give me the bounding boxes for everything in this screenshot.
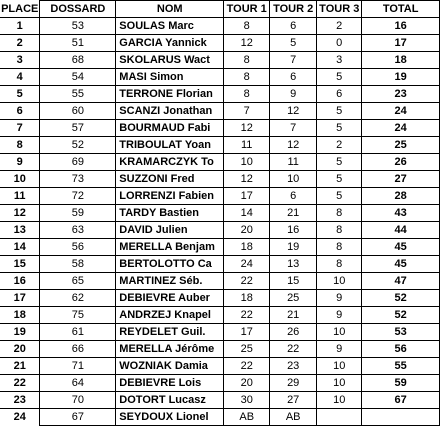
- cell-tour-3: 10: [317, 273, 362, 290]
- cell-nom: LORRENZI Fabien: [116, 188, 224, 205]
- table-row: [0, 358, 440, 375]
- cell-total: 28: [362, 188, 440, 205]
- cell-place: 21: [0, 358, 40, 375]
- cell-tour-1: 10: [224, 154, 270, 171]
- cell-dossard: 71: [40, 358, 116, 375]
- cell-tour-1: 18: [224, 290, 270, 307]
- cell-nom: KRAMARCZYK To: [116, 154, 224, 171]
- cell-dossard: 67: [40, 409, 116, 426]
- cell-tour-2: 7: [270, 120, 317, 137]
- cell-tour-2: 6: [270, 69, 317, 86]
- cell-tour-3: 5: [317, 103, 362, 120]
- cell-nom: TRIBOULAT Yoan: [116, 137, 224, 154]
- cell-place: 16: [0, 273, 40, 290]
- cell-tour-3: 10: [317, 392, 362, 409]
- header-dossard: DOSSARD: [40, 1, 116, 18]
- cell-total: 45: [362, 256, 440, 273]
- cell-place: 19: [0, 324, 40, 341]
- cell-nom: DEBIEVRE Auber: [116, 290, 224, 307]
- cell-nom: TERRONE Florian: [116, 86, 224, 103]
- header-tour-1: TOUR 1: [224, 1, 270, 18]
- cell-total: 47: [362, 273, 440, 290]
- cell-place: 10: [0, 171, 40, 188]
- table-row: [0, 171, 440, 188]
- cell-total: 24: [362, 120, 440, 137]
- cell-total: 45: [362, 239, 440, 256]
- cell-tour-1: 20: [224, 222, 270, 239]
- cell-nom: BOURMAUD Fabi: [116, 120, 224, 137]
- cell-place: 18: [0, 307, 40, 324]
- cell-dossard: 59: [40, 205, 116, 222]
- cell-tour-2: 12: [270, 103, 317, 120]
- table-row: [0, 103, 440, 120]
- table-row: [0, 392, 440, 409]
- cell-dossard: 58: [40, 256, 116, 273]
- cell-total: 26: [362, 154, 440, 171]
- cell-nom: SCANZI Jonathan: [116, 103, 224, 120]
- cell-tour-1: 8: [224, 52, 270, 69]
- cell-dossard: 60: [40, 103, 116, 120]
- cell-place: 2: [0, 35, 40, 52]
- cell-tour-2: 11: [270, 154, 317, 171]
- cell-tour-2: 26: [270, 324, 317, 341]
- cell-tour-1: AB: [224, 409, 270, 426]
- table-row: [0, 273, 440, 290]
- cell-dossard: 66: [40, 341, 116, 358]
- cell-place: 12: [0, 205, 40, 222]
- cell-tour-2: 7: [270, 52, 317, 69]
- cell-dossard: 55: [40, 86, 116, 103]
- cell-tour-2: 6: [270, 18, 317, 35]
- cell-total: 52: [362, 307, 440, 324]
- cell-total: 24: [362, 103, 440, 120]
- header-nom: NOM: [116, 1, 224, 18]
- cell-tour-1: 17: [224, 188, 270, 205]
- table-row: [0, 154, 440, 171]
- cell-nom: DAVID Julien: [116, 222, 224, 239]
- cell-nom: TARDY Bastien: [116, 205, 224, 222]
- cell-tour-1: 22: [224, 307, 270, 324]
- table-row: [0, 120, 440, 137]
- cell-place: 17: [0, 290, 40, 307]
- cell-dossard: 75: [40, 307, 116, 324]
- table-row: [0, 375, 440, 392]
- cell-place: 20: [0, 341, 40, 358]
- cell-place: 14: [0, 239, 40, 256]
- cell-nom: DEBIEVRE Lois: [116, 375, 224, 392]
- cell-total: 44: [362, 222, 440, 239]
- cell-total: 19: [362, 69, 440, 86]
- table-row: [0, 290, 440, 307]
- cell-tour-1: 20: [224, 375, 270, 392]
- cell-tour-3: 0: [317, 35, 362, 52]
- cell-total: 59: [362, 375, 440, 392]
- cell-tour-1: 11: [224, 137, 270, 154]
- cell-tour-2: 9: [270, 86, 317, 103]
- cell-nom: DOTORT Lucasz: [116, 392, 224, 409]
- cell-dossard: 57: [40, 120, 116, 137]
- cell-place: 24: [0, 409, 40, 426]
- header-place: PLACE: [0, 1, 40, 18]
- cell-tour-2: 5: [270, 35, 317, 52]
- cell-dossard: 72: [40, 188, 116, 205]
- cell-place: 4: [0, 69, 40, 86]
- cell-dossard: 64: [40, 375, 116, 392]
- cell-total: 25: [362, 137, 440, 154]
- cell-tour-1: 8: [224, 86, 270, 103]
- cell-nom: BERTOLOTTO Ca: [116, 256, 224, 273]
- cell-total: 18: [362, 52, 440, 69]
- cell-nom: SOULAS Marc: [116, 18, 224, 35]
- cell-nom: ANDRZEJ Knapel: [116, 307, 224, 324]
- cell-total: 43: [362, 205, 440, 222]
- table-row: [0, 188, 440, 205]
- cell-total: 55: [362, 358, 440, 375]
- cell-place: 22: [0, 375, 40, 392]
- cell-total: 67: [362, 392, 440, 409]
- cell-tour-1: 22: [224, 358, 270, 375]
- cell-total: 23: [362, 86, 440, 103]
- cell-nom: SEYDOUX Lionel: [116, 409, 224, 426]
- cell-nom: WOZNIAK Damia: [116, 358, 224, 375]
- cell-tour-2: 29: [270, 375, 317, 392]
- cell-tour-3: 5: [317, 188, 362, 205]
- cell-tour-3: [317, 409, 362, 426]
- cell-tour-3: 5: [317, 154, 362, 171]
- cell-tour-3: 9: [317, 341, 362, 358]
- table-row: [0, 35, 440, 52]
- cell-tour-2: 16: [270, 222, 317, 239]
- header-tour-3: TOUR 3: [317, 1, 362, 18]
- cell-tour-3: 9: [317, 290, 362, 307]
- cell-dossard: 52: [40, 137, 116, 154]
- cell-tour-2: 21: [270, 205, 317, 222]
- cell-tour-3: 10: [317, 375, 362, 392]
- header-tour-2: TOUR 2: [270, 1, 317, 18]
- cell-total: 16: [362, 18, 440, 35]
- cell-total: [362, 409, 440, 426]
- cell-tour-1: 25: [224, 341, 270, 358]
- cell-dossard: 56: [40, 239, 116, 256]
- cell-tour-2: 27: [270, 392, 317, 409]
- table-row: [0, 222, 440, 239]
- cell-tour-1: 12: [224, 171, 270, 188]
- table-row: [0, 256, 440, 273]
- header-total: TOTAL: [362, 1, 440, 18]
- cell-tour-3: 8: [317, 222, 362, 239]
- cell-place: 8: [0, 137, 40, 154]
- cell-dossard: 63: [40, 222, 116, 239]
- cell-tour-2: 12: [270, 137, 317, 154]
- cell-tour-3: 10: [317, 358, 362, 375]
- cell-dossard: 69: [40, 154, 116, 171]
- cell-tour-1: 7: [224, 103, 270, 120]
- cell-total: 53: [362, 324, 440, 341]
- cell-place: 5: [0, 86, 40, 103]
- cell-dossard: 62: [40, 290, 116, 307]
- cell-nom: SUZZONI Fred: [116, 171, 224, 188]
- cell-tour-1: 12: [224, 35, 270, 52]
- cell-tour-1: 22: [224, 273, 270, 290]
- cell-nom: MARTINEZ Séb.: [116, 273, 224, 290]
- table-row: [0, 205, 440, 222]
- cell-tour-2: 19: [270, 239, 317, 256]
- cell-place: 9: [0, 154, 40, 171]
- cell-tour-3: 5: [317, 171, 362, 188]
- cell-dossard: 53: [40, 18, 116, 35]
- cell-tour-2: AB: [270, 409, 317, 426]
- cell-dossard: 65: [40, 273, 116, 290]
- cell-place: 13: [0, 222, 40, 239]
- cell-place: 6: [0, 103, 40, 120]
- cell-place: 7: [0, 120, 40, 137]
- cell-tour-1: 18: [224, 239, 270, 256]
- cell-nom: SKOLARUS Wact: [116, 52, 224, 69]
- table-row: [0, 324, 440, 341]
- cell-tour-2: 22: [270, 341, 317, 358]
- cell-tour-3: 2: [317, 18, 362, 35]
- cell-tour-1: 8: [224, 69, 270, 86]
- cell-tour-3: 5: [317, 69, 362, 86]
- cell-nom: GARCIA Yannick: [116, 35, 224, 52]
- table-row: [0, 69, 440, 86]
- cell-tour-2: 23: [270, 358, 317, 375]
- cell-place: 1: [0, 18, 40, 35]
- cell-tour-3: 3: [317, 52, 362, 69]
- cell-place: 3: [0, 52, 40, 69]
- table-row: [0, 307, 440, 324]
- cell-dossard: 70: [40, 392, 116, 409]
- table-row: [0, 137, 440, 154]
- cell-tour-2: 10: [270, 171, 317, 188]
- table-row: [0, 18, 440, 35]
- cell-tour-1: 14: [224, 205, 270, 222]
- cell-nom: MERELLA Jérôme: [116, 341, 224, 358]
- table-row: [0, 52, 440, 69]
- table-row: [0, 239, 440, 256]
- cell-dossard: 51: [40, 35, 116, 52]
- cell-total: 56: [362, 341, 440, 358]
- cell-tour-3: 8: [317, 205, 362, 222]
- cell-tour-2: 21: [270, 307, 317, 324]
- cell-tour-1: 30: [224, 392, 270, 409]
- cell-tour-1: 12: [224, 120, 270, 137]
- cell-total: 52: [362, 290, 440, 307]
- cell-total: 17: [362, 35, 440, 52]
- cell-tour-3: 10: [317, 324, 362, 341]
- cell-tour-2: 15: [270, 273, 317, 290]
- cell-dossard: 54: [40, 69, 116, 86]
- cell-tour-3: 8: [317, 256, 362, 273]
- cell-total: 27: [362, 171, 440, 188]
- cell-tour-1: 24: [224, 256, 270, 273]
- cell-tour-3: 6: [317, 86, 362, 103]
- cell-place: 11: [0, 188, 40, 205]
- cell-dossard: 73: [40, 171, 116, 188]
- cell-nom: MERELLA Benjam: [116, 239, 224, 256]
- cell-tour-3: 8: [317, 239, 362, 256]
- cell-tour-3: 9: [317, 307, 362, 324]
- cell-tour-1: 8: [224, 18, 270, 35]
- cell-nom: REYDELET Guil.: [116, 324, 224, 341]
- cell-tour-3: 2: [317, 137, 362, 154]
- cell-nom: MASI Simon: [116, 69, 224, 86]
- cell-place: 23: [0, 392, 40, 409]
- cell-tour-2: 13: [270, 256, 317, 273]
- cell-tour-2: 6: [270, 188, 317, 205]
- table-row: [0, 86, 440, 103]
- cell-tour-3: 5: [317, 120, 362, 137]
- cell-tour-2: 25: [270, 290, 317, 307]
- cell-dossard: 61: [40, 324, 116, 341]
- table-row: [0, 409, 440, 426]
- cell-tour-1: 17: [224, 324, 270, 341]
- cell-place: 15: [0, 256, 40, 273]
- header-row: [0, 1, 440, 18]
- cell-dossard: 68: [40, 52, 116, 69]
- table-row: [0, 341, 440, 358]
- results-body: [0, 18, 440, 426]
